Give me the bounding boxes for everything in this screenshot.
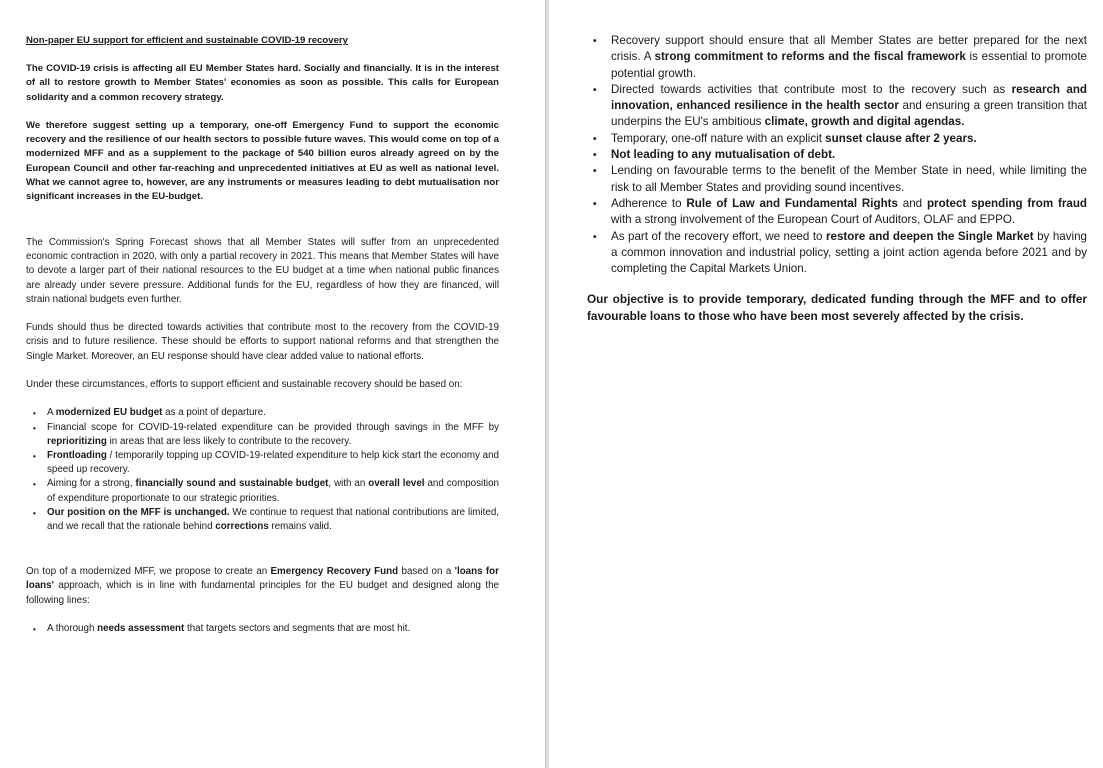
bullet-icon: • <box>593 166 597 178</box>
bullet-icon: • <box>593 150 597 162</box>
bullet-icon: • <box>33 625 36 635</box>
recovery-basis-list <box>26 406 499 534</box>
objective-paragraph: Our objective is to provide temporary, dedicated funding through the MFF and to offer favourable loans to those who have been most severely affected by the crisis. <box>587 292 1087 323</box>
circumstances-paragraph: Under these circumstances, efforts to support efficient and sustainable recovery should be based on: <box>26 379 463 391</box>
bullet-icon: • <box>593 84 597 96</box>
bullet-icon: • <box>593 198 597 210</box>
bullet-icon: • <box>33 480 36 490</box>
funds-direction-paragraph: Funds should thus be directed towards activities that contribute most to the recovery from the COVID-19 crisis and to future resilience. These should be efforts to support national reforms and that strengthen the Single Market. Moreover, an EU response should have clear added value to national efforts. <box>26 322 499 362</box>
list-item: • Aiming for a strong, financially sound and sustainable budget, with an overall level and composition of expenditure proportionate to our strategic priorities. <box>33 478 499 504</box>
list-item: • A modernized EU budget as a point of departure. <box>26 406 499 420</box>
fund-design-list <box>26 622 499 636</box>
list-item: • Directed towards activities that contribute most to the recovery such as research and innovation, enhanced resilience in the health sector and ensuring a green transition that underpins the EU's ambitious climate, growth and digital agendas. <box>593 82 1087 129</box>
bullet-icon: • <box>33 508 36 518</box>
document-title: Non-paper EU support for efficient and sustainable COVID-19 recovery <box>26 35 348 46</box>
intro-paragraph-1: The COVID-19 crisis is affecting all EU Member States hard. Socially and financially. It is in the interest of all to restore growth to Member States' economies as soon as possible. This calls for European solidarity and a common recovery strategy. <box>26 63 499 103</box>
list-item: • Temporary, one-off nature with an explicit sunset clause after 2 years. <box>587 131 1087 147</box>
fund-principles-list <box>587 33 1087 277</box>
bullet-icon: • <box>33 423 36 433</box>
document-page-left <box>0 0 545 768</box>
list-item: • Adherence to Rule of Law and Fundamental Rights and protect spending from fraud with a strong involvement of the European Court of Auditors, OLAF and EPPO. <box>593 196 1088 227</box>
emergency-fund-paragraph: On top of a modernized MFF, we propose to create an Emergency Recovery Fund based on a 'loans for loans' approach, which is in line with fundamental principles for the EU budget and designed along the following lines: <box>26 566 499 606</box>
document-page-right <box>549 0 1103 768</box>
bullet-icon: • <box>593 231 597 243</box>
bullet-icon: • <box>33 409 36 419</box>
list-item: • A thorough needs assessment that targets sectors and segments that are most hit. <box>26 622 499 636</box>
spring-forecast-paragraph: The Commission's Spring Forecast shows that all Member States will suffer from an unprecedented economic contraction in 2020, with only a partial recovery in 2021. This means that Member States will have to devote a larger part of their national resources to the EU budget at a time when national public finances are already under severe pressure. Additional funds for the EU, regardless of how they are financed, will strain national budgets even further. <box>26 236 499 305</box>
list-item: • Financial scope for COVID-19-related expenditure can be provided through savings in the MFF by reprioritizing in areas that are less likely to contribute to the recovery. <box>33 421 499 447</box>
list-item: • Recovery support should ensure that all Member States are better prepared for the next crisis. A strong commitment to reforms and the fiscal framework is essential to promote potential growth. <box>593 34 1087 80</box>
intro-paragraph-2: We therefore suggest setting up a temporary, one-off Emergency Fund to support the economic recovery and the resilience of our health sectors to possible future waves. This would come on top of a modernized MFF and as a supplement to the package of 540 billion euros already agreed on by the European Council and other far-reaching and unprecedented initiatives at EU as well as national level. What we cannot agree to, however, are any instruments or measures leading to debt mutualisation nor significant increases in the EU-budget. <box>26 119 499 203</box>
list-item: • Lending on favourable terms to the benefit of the Member State in need, while limiting the risk to all Member States and providing sound incentives. <box>593 164 1087 194</box>
bullet-icon: • <box>593 36 597 47</box>
list-item: • Not leading to any mutualisation of debt. <box>587 147 1087 163</box>
list-item: • Frontloading / temporarily topping up COVID-19-related expenditure to help kick start the economy and speed up recovery. <box>33 449 499 476</box>
list-item: • As part of the recovery effort, we need to restore and deepen the Single Market by having a common innovation and industrial policy, setting a joint action agenda before 2021 and by completing the Capital Markets Union. <box>593 229 1088 276</box>
bullet-icon: • <box>33 451 36 461</box>
list-item: • Our position on the MFF is unchanged. We continue to request that national contributions are limited, and we recall that the rationale behind corrections remains valid. <box>33 506 499 532</box>
bullet-icon: • <box>593 133 597 145</box>
